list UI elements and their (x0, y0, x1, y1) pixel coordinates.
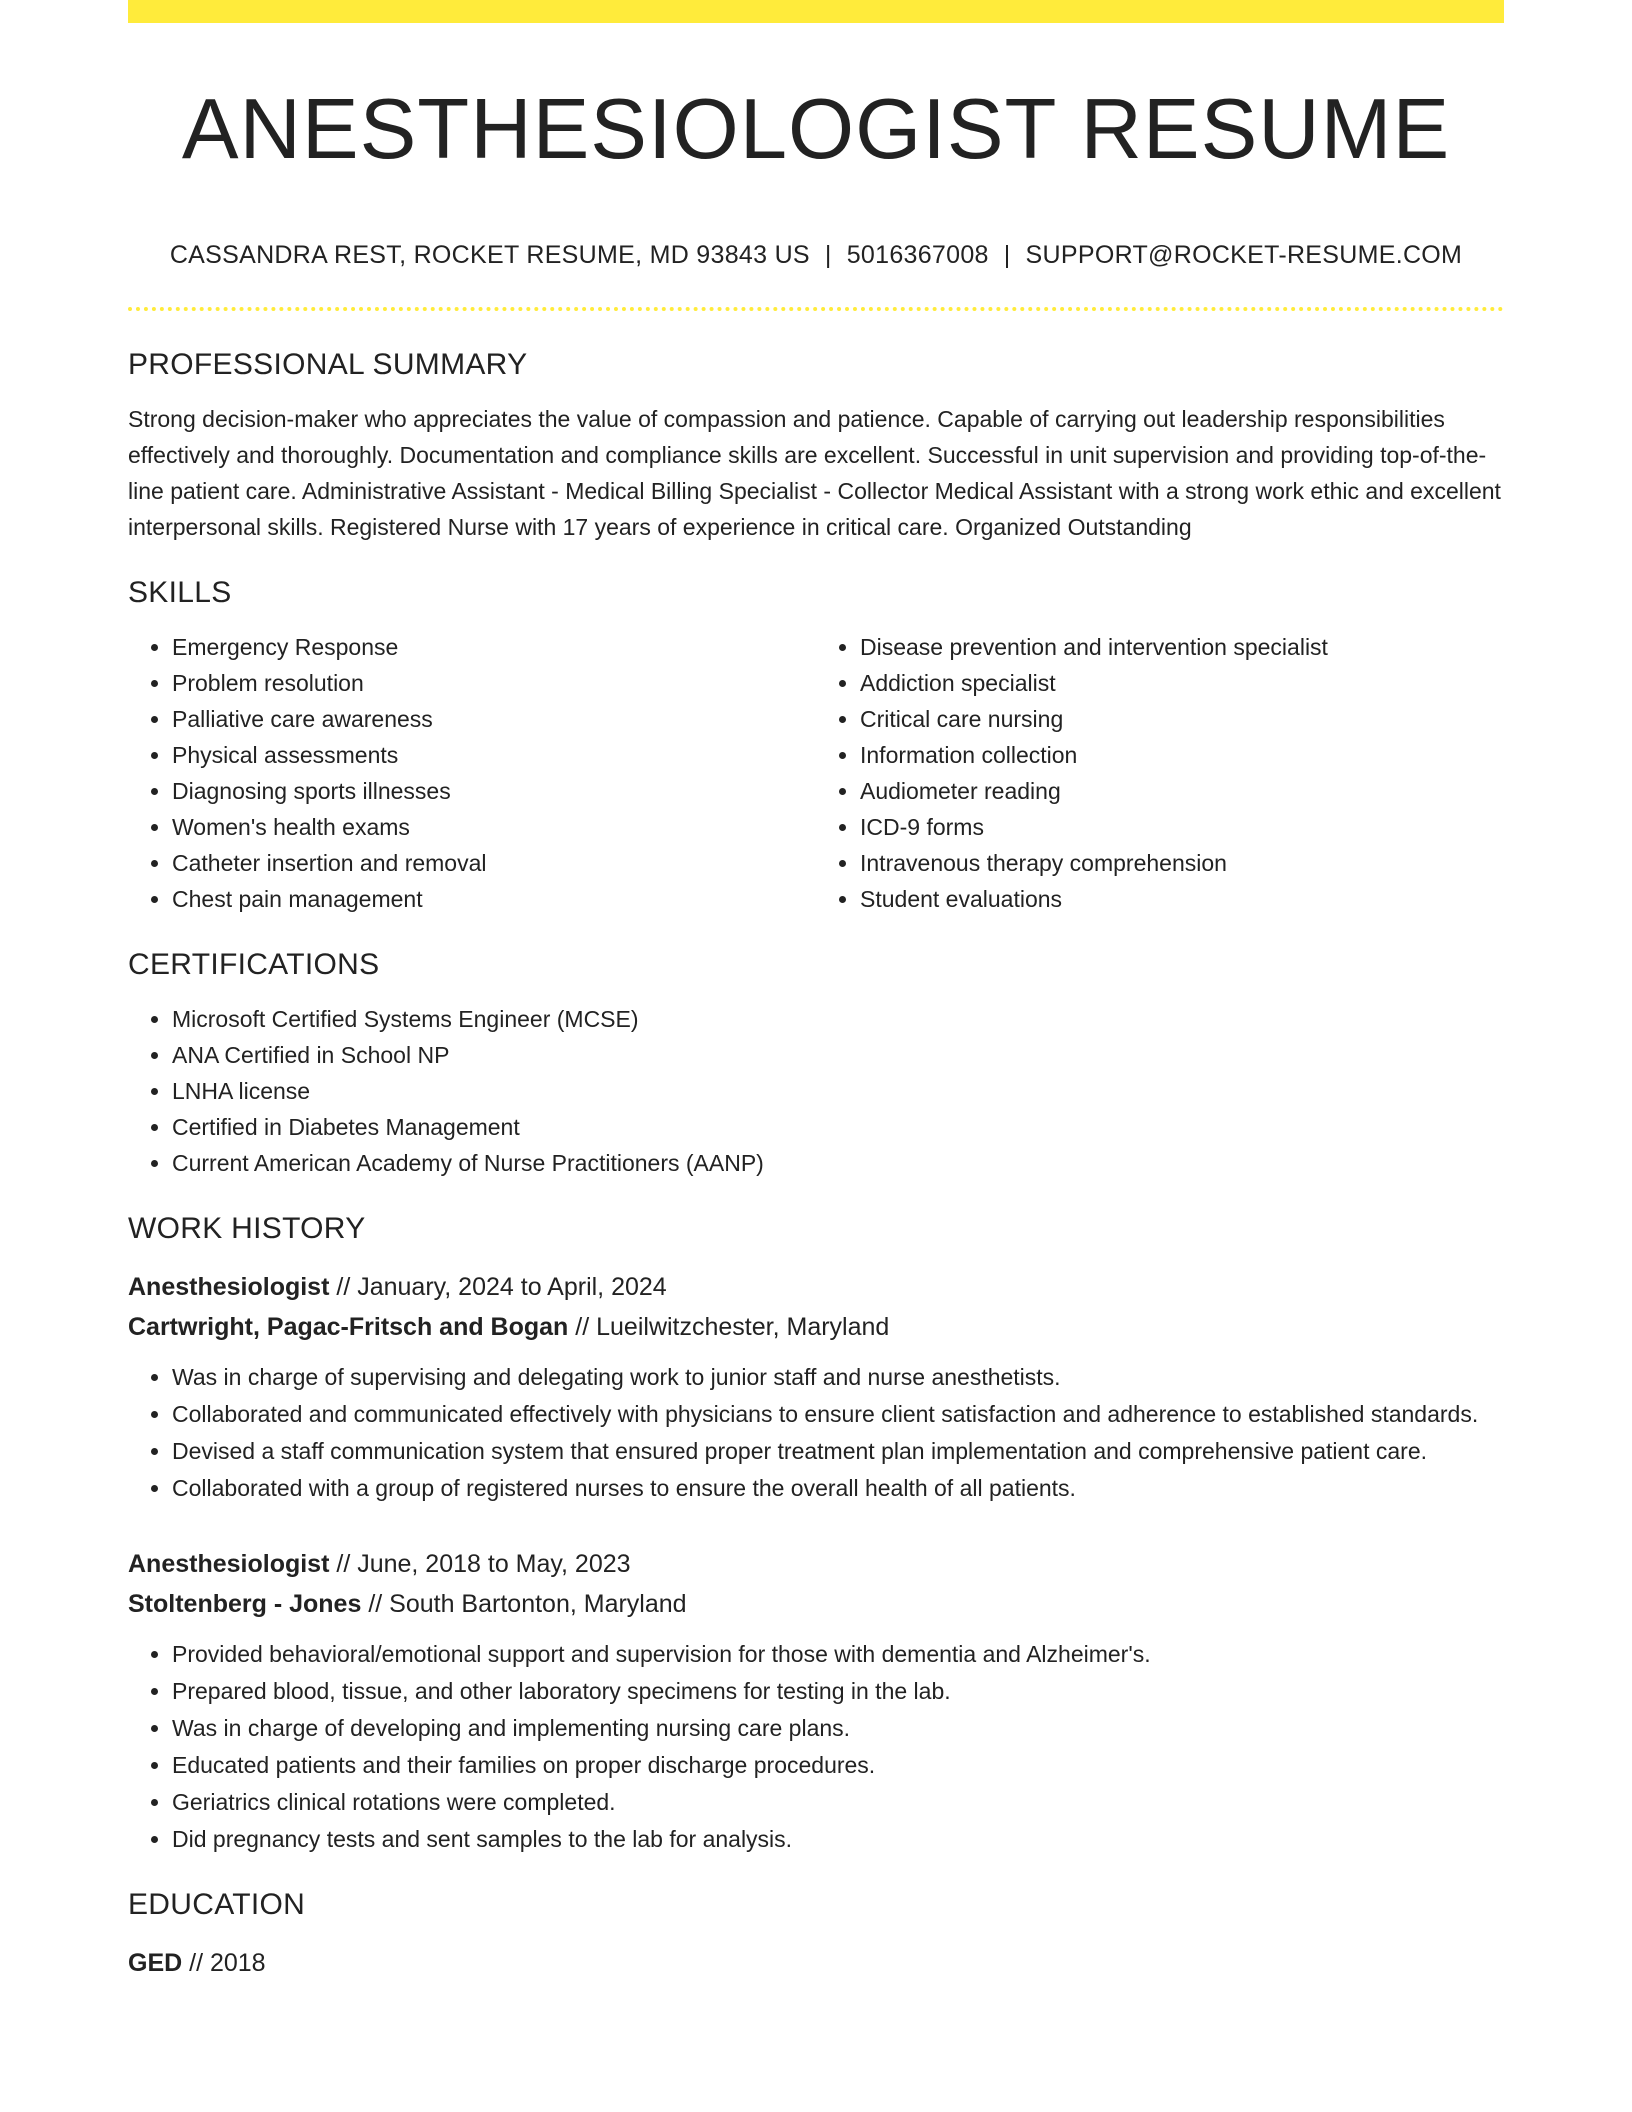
top-accent-bar (128, 0, 1504, 23)
summary-heading: PROFESSIONAL SUMMARY (128, 348, 528, 381)
job-company: Stoltenberg - Jones (128, 1590, 362, 1618)
skill-item: • Addiction specialist (860, 665, 1504, 701)
certifications-heading: CERTIFICATIONS (128, 948, 380, 981)
job-entry (128, 1544, 1504, 1857)
skill-item: • Disease prevention and intervention specialist (860, 629, 1504, 665)
contact-address: CASSANDRA REST, ROCKET RESUME, MD 93843 US (169, 241, 810, 269)
skill-item: • Catheter insertion and removal (172, 845, 816, 881)
job-title: Anesthesiologist (128, 1550, 330, 1578)
skill-item: • Chest pain management (172, 881, 816, 917)
skill-item: • Diagnosing sports illnesses (172, 773, 816, 809)
job-duties-list (128, 1359, 1504, 1506)
education-degree: GED (128, 1949, 183, 1977)
contact-separator: | (1003, 241, 1011, 269)
skill-item: • Problem resolution (172, 665, 816, 701)
job-location: // South Bartonton, Maryland (361, 1590, 687, 1618)
job-duty: • Devised a staff communication system that ensured proper treatment plan implementation and comprehensive patient care. (172, 1433, 1504, 1469)
education-section (128, 1885, 1504, 1983)
contact-line (128, 234, 1504, 276)
dotted-divider (128, 307, 1504, 311)
skill-item: • Information collection (860, 737, 1504, 773)
job-duty: • Collaborated with a group of registered nurses to ensure the overall health of all patients. (172, 1470, 1504, 1506)
skills-section (128, 573, 1504, 917)
skill-item: • Audiometer reading (860, 773, 1504, 809)
summary-text: Strong decision-maker who appreciates the value of compassion and patience. Capable of carrying out leadership responsibilities effectively and thoroughly. Documentation and compliance skills are excellent. Successful in unit supervision and providing top-of-the-line patient care. Administrative Assistant - Medical Billing Specialist - Collector Medical Assistant with a strong work ethic and excellent interpersonal skills. Registered Nurse with 17 years of experience in critical care. Organized Outstanding (128, 406, 1501, 540)
job-duty: • Prepared blood, tissue, and other laboratory specimens for testing in the lab. (172, 1673, 1504, 1709)
skill-item: • Emergency Response (172, 629, 816, 665)
job-dates: // January, 2024 to April, 2024 (329, 1273, 667, 1301)
certification-item: • LNHA license (172, 1073, 1504, 1109)
summary-section (128, 345, 1504, 545)
certification-item: • Certified in Diabetes Management (172, 1109, 1504, 1145)
skill-item: • Physical assessments (172, 737, 816, 773)
contact-email: SUPPORT@ROCKET-RESUME.COM (1025, 241, 1463, 269)
job-duty: • Was in charge of developing and implementing nursing care plans. (172, 1710, 1504, 1746)
education-year: // 2018 (182, 1949, 266, 1977)
job-duties-list (128, 1636, 1504, 1857)
certifications-section (128, 945, 1504, 1181)
job-company-line (128, 1584, 1504, 1624)
job-duty: • Collaborated and communicated effectively with physicians to ensure client satisfaction and adherence to established standards. (172, 1396, 1504, 1432)
job-title-line (128, 1267, 1504, 1307)
job-dates: // June, 2018 to May, 2023 (329, 1550, 631, 1578)
certification-item: • Current American Academy of Nurse Practitioners (AANP) (172, 1145, 1504, 1181)
skill-item: • Critical care nursing (860, 701, 1504, 737)
job-company: Cartwright, Pagac-Fritsch and Bogan (128, 1313, 569, 1341)
job-company-line (128, 1307, 1504, 1347)
skill-item: • Intravenous therapy comprehension (860, 845, 1504, 881)
job-duty: • Geriatrics clinical rotations were completed. (172, 1784, 1504, 1820)
contact-separator: | (824, 241, 832, 269)
job-duty: • Provided behavioral/emotional support and supervision for those with dementia and Alzheimer's. (172, 1636, 1504, 1672)
job-entry (128, 1267, 1504, 1506)
skill-item: • Women's health exams (172, 809, 816, 845)
contact-phone: 5016367008 (846, 241, 989, 269)
skill-item: • ICD-9 forms (860, 809, 1504, 845)
skill-item: • Palliative care awareness (172, 701, 816, 737)
job-title-line (128, 1544, 1504, 1584)
work-history-section (128, 1209, 1504, 1857)
resume-title: ANESTHESIOLOGIST RESUME (181, 82, 1451, 177)
job-title: Anesthesiologist (128, 1273, 330, 1301)
education-heading: EDUCATION (128, 1888, 306, 1921)
skill-item: • Student evaluations (860, 881, 1504, 917)
skills-columns (128, 629, 1504, 917)
job-duty: • Educated patients and their families on proper discharge procedures. (172, 1747, 1504, 1783)
job-location: // Lueilwitzchester, Maryland (568, 1313, 890, 1341)
work-history-heading: WORK HISTORY (128, 1212, 366, 1245)
education-line (128, 1943, 1504, 1983)
certifications-list (128, 1001, 1504, 1181)
skills-left-column (128, 629, 816, 917)
job-duty: • Was in charge of supervising and delegating work to junior staff and nurse anesthetists. (172, 1359, 1504, 1395)
job-duty: • Did pregnancy tests and sent samples to the lab for analysis. (172, 1821, 1504, 1857)
certification-item: • ANA Certified in School NP (172, 1037, 1504, 1073)
resume-content (128, 345, 1504, 1983)
certification-item: • Microsoft Certified Systems Engineer (MCSE) (172, 1001, 1504, 1037)
skills-heading: SKILLS (128, 576, 232, 609)
skills-right-column (816, 629, 1504, 917)
